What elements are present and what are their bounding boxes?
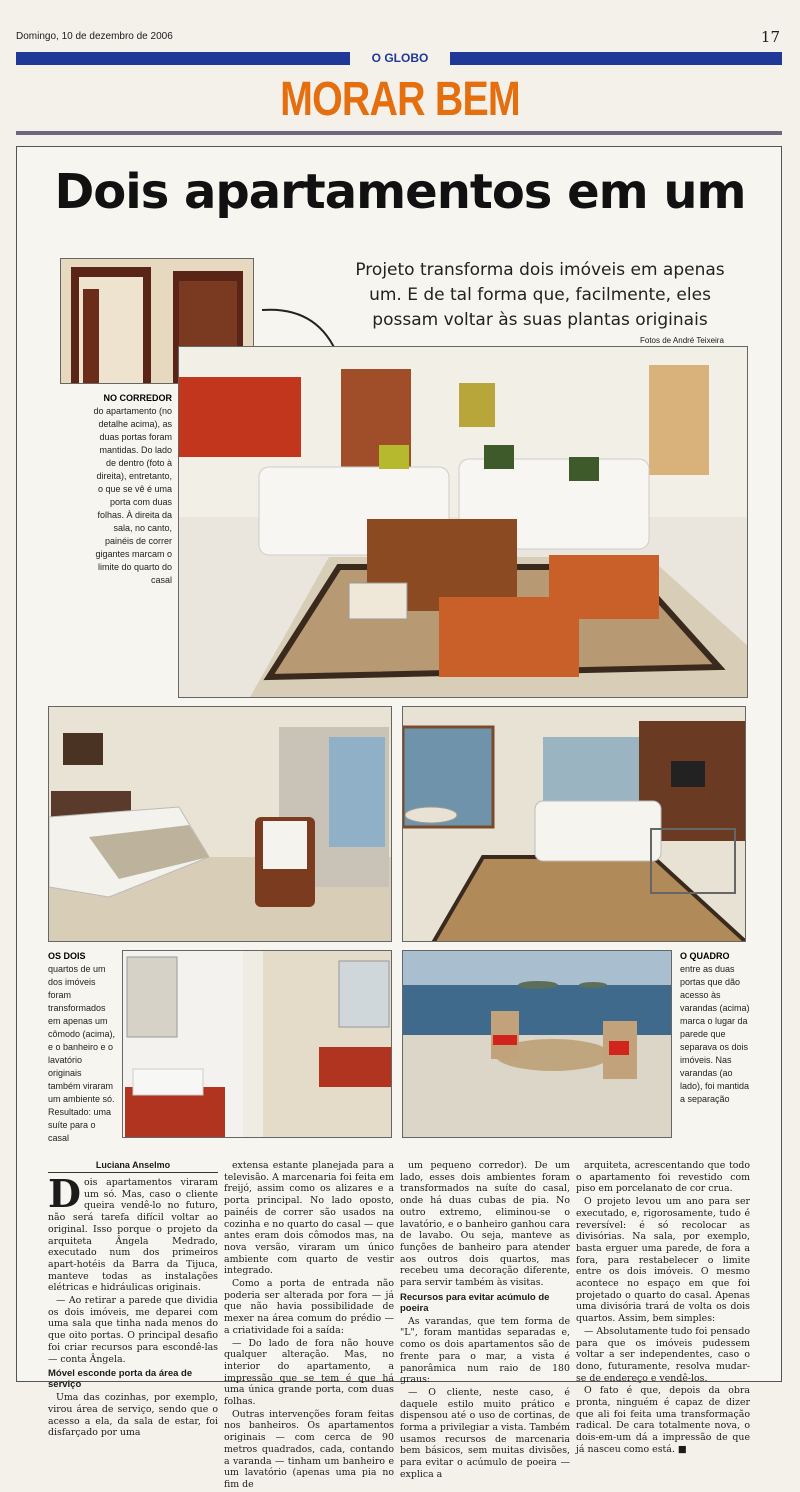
drop-cap: D	[48, 1171, 81, 1216]
paragraph: Como a porta de entrada não poderia ser alterada por fora — já que não havia possibilidade de mexer na área comum do prédio — a criatividade foi a saída:	[224, 1278, 394, 1336]
caption-corridor-text: do apartamento (no detalhe acima), as duas portas foram mantidas. Do lado de dentro (foto à direita), entretanto, o que se vê é uma porta com duas folhas. À direita da sala, no canto, painéis de correr gigantes marcam o limite do quarto do casal	[93, 406, 172, 585]
living-balcony-image	[403, 707, 746, 942]
paragraph: um pequeno corredor). De um lado, esses dois ambientes foram transformados na suíte do casal, onde há duas cubas de pia. No outro extremo, eliminou-se o lavatório, e o banheiro ganhou cara de lavabo. Ou seja, manteve as funções de banheiro para atender aos outros dois quartos, mas recebeu uma decoração diferente, para servir também às visitas.	[400, 1160, 570, 1289]
living-room-photo	[178, 346, 748, 698]
paragraph: O projeto levou um ano para ser executado, e, rigorosamente, tudo é reversível: é só recolocar as divisórias. Na sala, por exemplo, basta erguer uma parede, de fora a fora, para restabelecer o limite entre os dois imóveis. O mesmo acontece no espaço em que foi projetado o quarto do casal. Apenas uma divisória trará de volta os dois quartos. Assim, bem simples:	[576, 1196, 750, 1325]
article-subtitle: Projeto transforma dois imóveis em apenas um. E de tal forma que, facilmente, eles possam voltar às suas plantas originais	[355, 260, 725, 330]
subhead-1: Móvel esconde porta da área de serviço	[48, 1368, 193, 1391]
paragraph: Outras intervenções foram feitas nos banheiros. Os apartamentos originais — com cerca de 90 metros quadrados, cada, contando a varanda — tinham um banheiro e um lavatório (apenas uma pia no fim de	[224, 1408, 394, 1490]
caption-corridor	[92, 392, 172, 587]
edition-date: Domingo, 10 de dezembro de 2006	[16, 31, 173, 42]
caption-painting-title: O QUADRO	[680, 951, 730, 961]
text-column-2	[224, 1160, 394, 1492]
bathroom-image	[123, 951, 392, 1138]
caption-painting	[680, 950, 750, 1106]
caption-corridor-title: NO CORREDOR	[103, 393, 172, 403]
byline: Luciana Anselmo	[48, 1160, 218, 1173]
balcony-image	[403, 951, 672, 1138]
paragraph: — Do lado de fora não houve qualquer alteração. Mas, no interior do apartamento, a impressão que se tem é que há uma única grande porta, com duas folhas.	[224, 1337, 394, 1408]
photo-credit: Fotos de André Teixeira	[640, 336, 724, 345]
subhead-2: Recursos para evitar acúmulo de poeira	[400, 1291, 550, 1314]
paragraph: Uma das cozinhas, por exemplo, virou área de serviço, sendo que o acesso a ela, da sala de estar, foi disfarçado por uma	[48, 1392, 218, 1439]
text-column-4	[576, 1160, 750, 1457]
text-column-1	[48, 1160, 218, 1440]
living-room-image	[179, 347, 748, 698]
caption-bedrooms-text: quartos de um dos imóveis foram transformados em apenas um cômodo (acima), e o banheiro e o lavatório originais também viraram um ambiente só. Resultado: uma suíte para o casal	[48, 964, 116, 1143]
caption-bedrooms-title: OS DOIS	[48, 951, 86, 961]
page-number: 17	[760, 28, 780, 46]
newspaper-name: O GLOBO	[350, 50, 450, 67]
article-headline: Dois apartamentos em um	[54, 164, 746, 220]
balcony-photo	[402, 950, 672, 1138]
bedroom-image	[49, 707, 392, 942]
paragraph: — Absolutamente tudo foi pensado para que os imóveis pudessem voltar a ser independentes, caso o dono, futuramente, resolva mudar-se de endereço e vendê-los.	[576, 1325, 750, 1384]
text-column-3	[400, 1160, 570, 1482]
paragraph: O fato é que, depois da obra pronta, ninguém é capaz de dizer que ali foi feita uma transformação radical. De cara totalmente nova, o dois-em-um dá a impressão de que já nasceu como está. ■	[576, 1385, 750, 1455]
paragraph: arquiteta, acrescentando que todo o apartamento foi revestido com piso em porcelanato de cor crua.	[576, 1160, 750, 1195]
bathroom-photo	[122, 950, 392, 1138]
paragraph: As varandas, que tem forma de "L", foram mantidas separadas e, como os dois apartamentos são de frente para o mar, a vista é panorâmica num raio de 180 graus:	[400, 1315, 570, 1386]
paragraph: — O cliente, neste caso, é daquele estilo muito prático e dispensou até o uso de cortinas, de forma a privilegiar a vista. Também usamos recursos de marcenaria bem básicos, sem muitas divisões, para evitar o acúmulo de poeira — explica a	[400, 1386, 570, 1480]
caption-bedrooms	[48, 950, 116, 1145]
paragraph: — Ao retirar a parede que dividia os dois imóveis, me deparei com uma sala que tinha nada menos do que oito portas. O principal desafio foi criar recursos para escondê-las — conta Ângela.	[48, 1295, 218, 1365]
bedroom-photo	[48, 706, 392, 942]
section-title: MORAR BEM	[280, 73, 520, 126]
paragraph: Dois apartamentos viraram um só. Mas, caso o cliente queira vendê-lo no futuro, não será tarefa difícil voltar ao original. Isso porque o projeto da arquiteta Ângela Medrado, executado num dos primeiros apart-hotéis da Barra da Tijuca, manteve todas as instalações elétricas e hidráulicas originais.	[48, 1171, 218, 1294]
section-rule	[16, 131, 782, 135]
paragraph: extensa estante planejada para a televisão. A marcenaria foi feita em freijó, assim como os alizares e a porta principal. No lado oposto, painéis de correr são usados na cozinha e no quarto do casal — que antes eram dois cômodos mas, na nova versão, viraram um único ambiente com quarto de vestir integrado.	[224, 1160, 394, 1277]
living-balcony-photo	[402, 706, 746, 942]
caption-painting-text: entre as duas portas que dão acesso às varandas (acima) marca o lugar da parede que separava os dois imóveis. Nas varandas (ao lado), foi mantida a separação	[680, 964, 750, 1104]
